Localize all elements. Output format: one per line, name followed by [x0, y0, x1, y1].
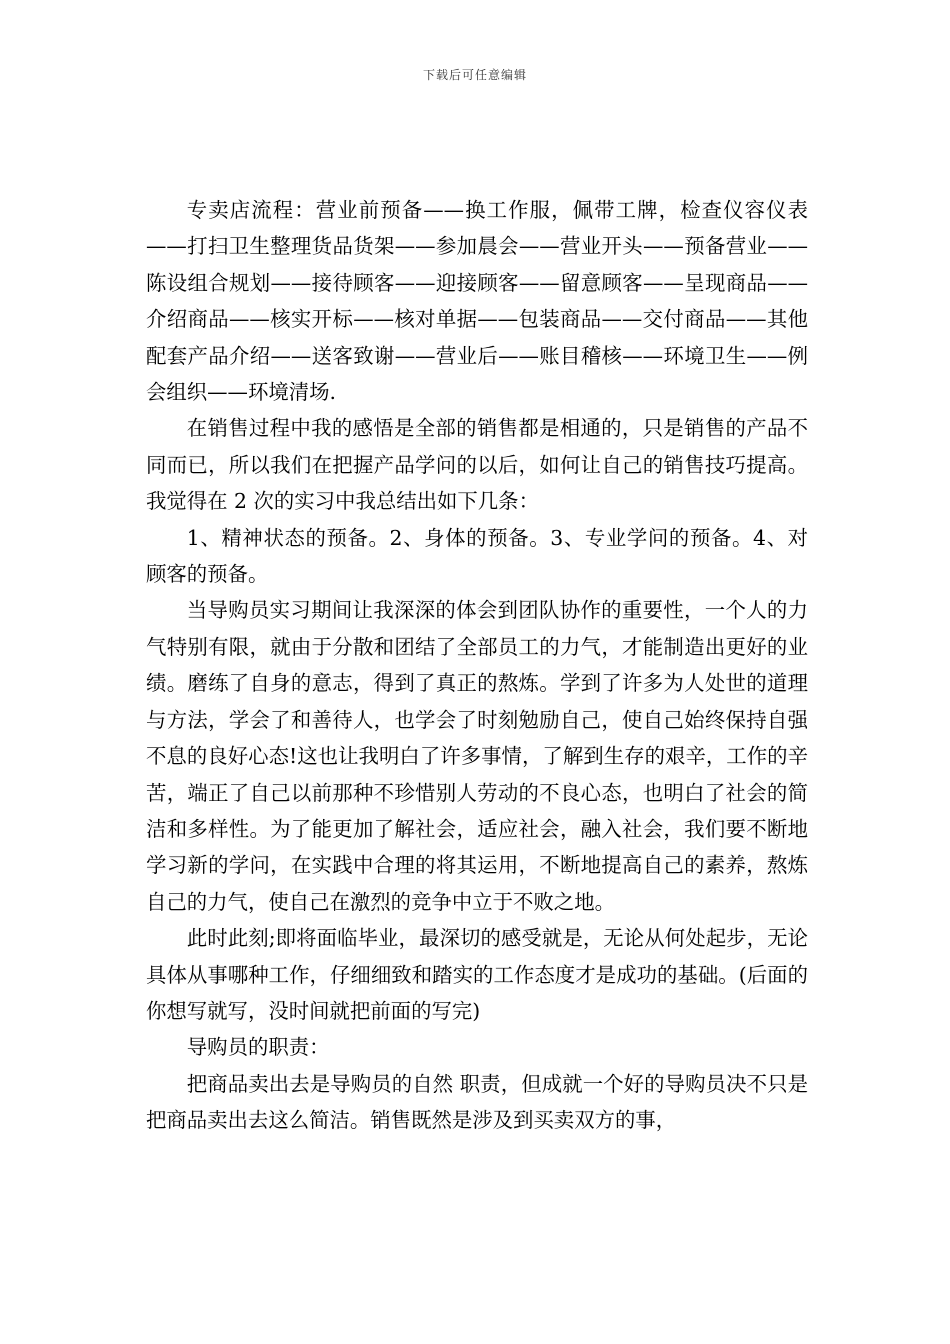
paragraph-graduation: 此时此刻;即将面临毕业，最深切的感受就是，无论从何处起步，无论具体从事哪种工作，仔细细致和踏实的工作态度才是成功的基础。(后面的你想写就写，没时间就把前面的写完) [146, 926, 808, 1023]
paragraph-store-process: 专卖店流程：营业前预备——换工作服，佩带工牌，检查仪容仪表——打扫卫生整理货品货架——参加晨会——营业开头——预备营业——陈设组合规划——接待顾客——迎接顾客——留意顾客——呈现商品——介绍商品——核实开标——核对单据——包装商品——交付商品——其他配套产品介绍——送客致谢——营业后——账目稽核——环境卫生——例会组织——环境清场. [146, 198, 808, 405]
paragraph-sales-insight: 在销售过程中我的感悟是全部的销售都是相通的，只是销售的产品不同而已，所以我们在把握产品学问的以后，如何让自己的销售技巧提高。我觉得在 2 次的实习中我总结出如下几条： [146, 416, 808, 514]
paragraph-duties-intro: 把商品卖出去是导购员的自然 职责，但成就一个好的导购员决不只是把商品卖出去这么简洁。销售既然是涉及到买卖双方的事， [146, 1071, 808, 1133]
paragraph-duties-heading: 导购员的职责： [186, 1035, 330, 1060]
paragraph-teamwork: 当导购员实习期间让我深深的体会到团队协作的重要性，一个人的力气特别有限，就由于分散和团结了全部员工的力气，才能制造出更好的业绩。磨练了自身的意志，得到了真正的熬炼。学到了许多为人处世的道理与方法，学会了和善待人，也学会了时刻勉励自己，使自己始终保持自强不息的良好心态!这也让我明白了许多事情，了解到生存的艰辛，工作的辛苦，端正了自己以前那种不珍惜别人劳动的不良心态，也明白了社会的简洁和多样性。为了能更加了解社会，适应社会，融入社会，我们要不断地学习新的学问，在实践中合理的将其运用，不断地提高自己的素养，熬炼自己的力气，使自己在激烈的竞争中立于不败之地。 [146, 598, 808, 914]
page-header: 下载后可任意编辑 [422, 68, 527, 82]
document-body [146, 192, 808, 1139]
paragraph-preparation-list: 1、精神状态的预备。2、身体的预备。3、专业学问的预备。4、对顾客的预备。 [146, 525, 808, 587]
